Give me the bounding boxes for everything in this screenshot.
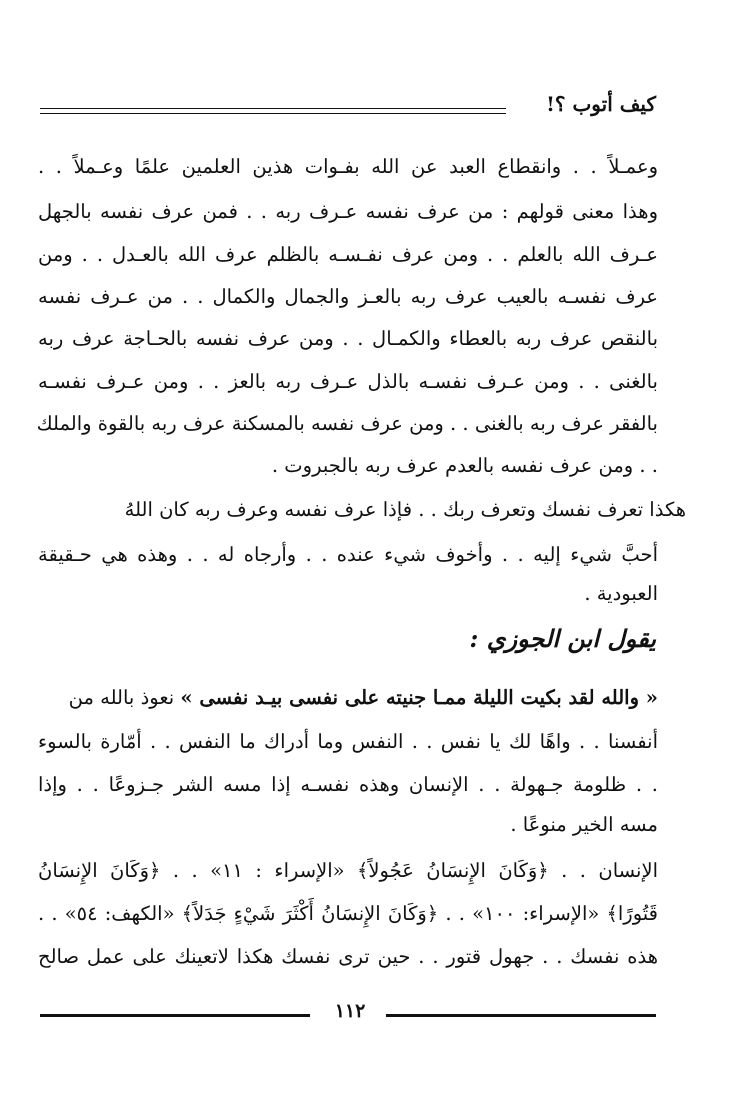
- running-head-title: كيف أتوب ؟!: [546, 92, 656, 116]
- footer-rule-left: [40, 1014, 310, 1017]
- quote-line: [69, 683, 658, 713]
- text-line: . . ظلومة جـهولة . . الإنسان وهذه نفسـه إذا مسه الشر جـزوعًا . . وإذا: [38, 773, 658, 796]
- text-line: وهذا معنى قولهم : من عرف نفسه عـرف ربه . . فمن عرف نفسه بالجهل: [38, 200, 658, 223]
- section-heading: يقول ابن الجوزي :: [469, 624, 656, 653]
- text-line: . . ومن عرف نفسه بالعدم عرف ربه بالجبروت .: [271, 454, 658, 477]
- text-line: مسه الخير منوعًا .: [510, 813, 658, 836]
- text-line: عرف نفسـه بالعيب عرف ربه بالعـز والجمال والكمال . . من عـرف نفسه: [38, 285, 658, 308]
- quote-tail: نعوذ بالله من: [68, 686, 175, 709]
- text-line: بالفقر عرف ربه بالغنى . . ومن عرف نفسه بالمسكنة عرف ربه بالقوة والملك: [36, 412, 658, 435]
- text-line: بالغنى . . ومن عـرف نفسـه بالذل عـرف ربه بالعز . . ومن عـرف نفسـه: [38, 370, 658, 393]
- text-line: العبودية .: [584, 582, 658, 605]
- text-line: أنفسنا . . واهًا لك يا نفس . . النفس وما أدراك ما النفس . . أمّارة بالسوء: [38, 730, 658, 753]
- text-line: بالنقص عرف ربه بالعطاء والكمـال . . ومن عرف نفسه بالحـاجة عرف ربه: [38, 327, 658, 350]
- running-head: [40, 92, 656, 122]
- text-line: هذه نفسك . . جهول قتور . . حين ترى نفسك هكذا لاتعينك على عمل صالح: [38, 945, 658, 968]
- verse-line: قَتُورًا﴾ «الإسراء: ١٠٠» . . ﴿وَكَانَ الإِنسَانُ أَكْثَرَ شَيْءٍ جَدَلاً﴾ «الكهف: ٥٤» . .: [38, 902, 658, 925]
- footer-rule-right: [386, 1014, 656, 1017]
- verse-line: الإنسان . . ﴿وَكَانَ الإِنسَانُ عَجُولاً﴾ «الإسراء : ١١» . . ﴿وَكَانَ الإِنسَانُ: [38, 859, 658, 882]
- quote-text: « والله لقد بكيت الليلة ممـا جنيته على نفسى بيـد نفسى »: [180, 686, 658, 709]
- text-line: هكذا تعرف نفسك وتعرف ربك . . فإذا عرف نفسه وعرف ربه كان اللهُ: [124, 498, 686, 521]
- text-line: عـرف الله بالعلم . . ومن عرف نفـسـه بالظلم عرف الله بالعـدل . . ومن: [38, 243, 658, 266]
- page-footer: [40, 1000, 656, 1030]
- header-rule: [40, 108, 506, 114]
- text-line: وعمـلاً . . وانقطاع العبد عن الله بفـوات هذين العلمين علمًا وعـملاً . .: [38, 155, 658, 178]
- page-number: ١١٢: [334, 1000, 366, 1022]
- text-line: أحبَّ شيء إليه . . وأخوف شيء عنده . . وأرجاه له . . وهذه هي حـقيقة: [38, 543, 658, 566]
